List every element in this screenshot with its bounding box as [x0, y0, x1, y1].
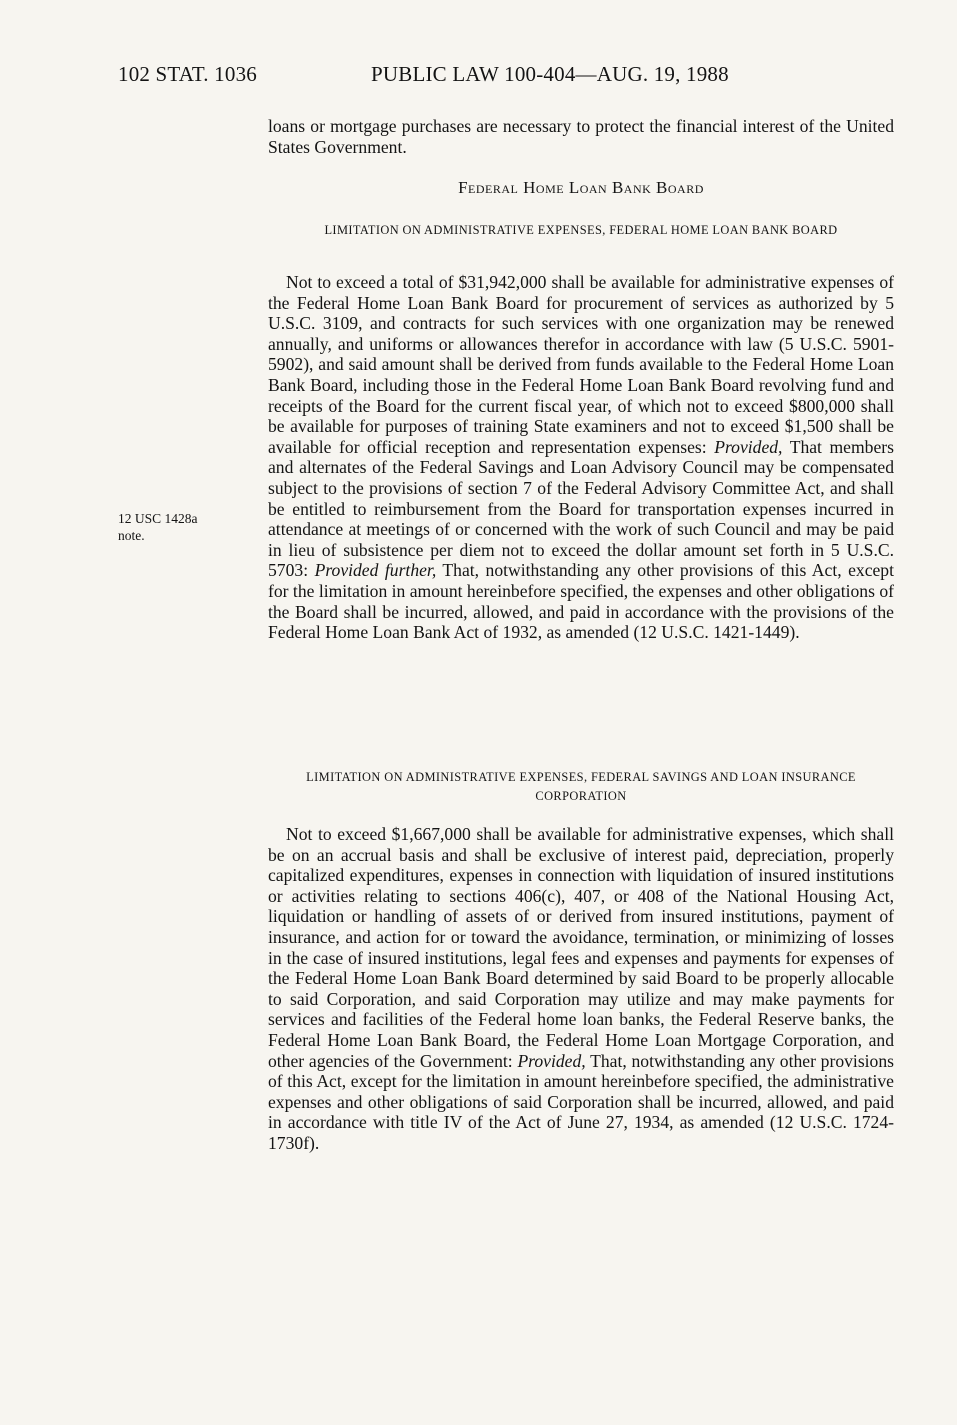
agency-heading: Federal Home Loan Bank Board	[458, 178, 704, 197]
section-heading-fhlbb: LIMITATION ON ADMINISTRATIVE EXPENSES, FEDERAL HOME LOAN BANK BOARD	[324, 223, 838, 237]
provided-further-term: Provided further,	[314, 560, 437, 581]
section-paragraph	[268, 272, 894, 643]
section-body-fhlbb	[268, 272, 894, 643]
public-law-title: PUBLIC LAW 100-404—AUG. 19, 1988	[371, 62, 729, 86]
text-segment: Not to exceed $1,667,000 shall be available for administrative expenses, which shall be on an accrual basis and shall be exclusive of interest paid, depreciation, properly capitalized expenditures, expenses in connection with liquidation of insured institutions or activities relating to sections 406(c), 407, or 408 of the National Housing Act, liquidation or handling of assets of or derived from insured institutions, payment of insurance, and action for or toward the avoidance, termination, or minimizing of losses in the case of insured institutions, legal fees and expenses and payments for expenses of the Federal Home Loan Bank Board determined by said Board to be properly allocable to said Corporation, and said Corporation may utilize and may make payments for services and facilities of the Federal home loan banks, the Federal Reserve banks, the Federal Home Loan Bank Board, the Federal Home Loan Mortgage Corporation, and other agencies of the Government:	[268, 824, 894, 1071]
text-segment: Not to exceed a total of $31,942,000 shall be available for administrative expenses of the Federal Home Loan Bank Board for procurement of services as authorized by 5 U.S.C. 3109, and contracts for such services with one organization may be renewed annually, and uniforms or allowances therefor in accordance with law (5 U.S.C. 5901-5902), and said amount shall be derived from funds available to the Federal Home Loan Bank Board, including those in the Federal Home Loan Bank Board revolving fund and receipts of the Board for the current fiscal year, of which not to exceed $800,000 shall be available for purposes of training State examiners and not to exceed $1,500 shall be available for official reception and representation expenses:	[268, 272, 894, 457]
margin-note-label: note.	[118, 528, 145, 543]
page-header	[118, 62, 898, 92]
stat-page-number: 102 STAT. 1036	[118, 62, 257, 86]
provided-term: Provided,	[714, 436, 783, 457]
text-segment: That, notwithstanding any other provisions of this Act, except for the limitation in amount hereinbefore specified, the administrative expenses and other obligations of said Corporation shall be incurred, allowed, and paid in accordance with title IV of the Act of June 27, 1934, as amended (12 U.S.C. 1724-1730f).	[268, 1050, 894, 1153]
text-segment: That members and alternates of the Federal Savings and Loan Advisory Council may be compensated subject to the provisions of section 7 of the Federal Advisory Committee Act, and shall be entitled to reimbursement from the Board for transportation expenses incurred in attendance at meetings of or concerned with the work of such Council and may be paid in lieu of subsistence per diem not to exceed the dollar amount set forth in 5 U.S.C. 5703:	[268, 436, 894, 581]
margin-note-citation: 12 USC 1428a	[118, 511, 198, 526]
text-segment: That, notwithstanding any other provisions of this Act, except for the limitation in amount hereinbefore specified, the expenses and other obligations of the Board shall be incurred, allowed, and paid in accordance with the provisions of the Federal Home Loan Bank Act of 1932, as amended (12 U.S.C. 1421-1449).	[268, 560, 894, 643]
intro-paragraph	[268, 116, 894, 157]
intro-text: loans or mortgage purchases are necessary to protect the financial interest of the United States Government.	[268, 116, 894, 157]
section-body-fslic	[268, 824, 894, 1154]
section-paragraph	[268, 824, 894, 1154]
provided-term: Provided,	[517, 1050, 586, 1071]
section-heading-fslic: LIMITATION ON ADMINISTRATIVE EXPENSES, FEDERAL SAVINGS AND LOAN INSURANCE CORPORATION	[306, 770, 856, 803]
margin-note	[118, 510, 248, 544]
